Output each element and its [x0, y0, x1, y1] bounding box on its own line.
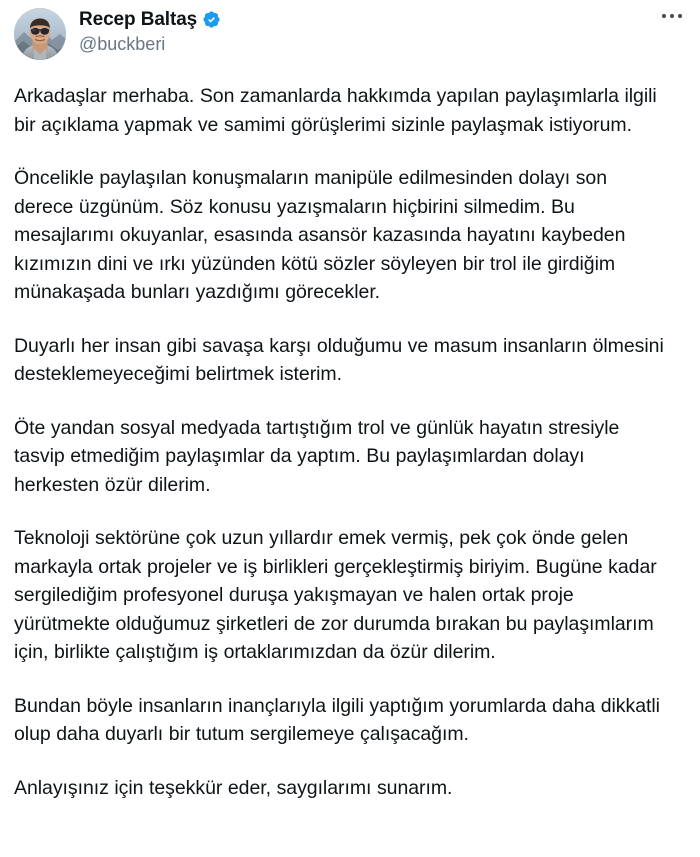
- more-dot: [678, 14, 682, 18]
- tweet-paragraph: Bundan böyle insanların inançlarıyla ilgili yaptığım yorumlarda daha dikkatli olup daha duyarlı bir tutum sergilemeye çalışacağım.: [14, 694, 660, 745]
- verified-badge-icon: [202, 10, 221, 29]
- tweet-header: [14, 8, 686, 62]
- tweet-paragraph: Öte yandan sosyal medyada tartıştığım trol ve günlük hayatın stresiyle tasvip etmediğim paylaşımlar da yaptım. Bu paylaşımlardan dolayı herkesten özür dilerim.: [14, 416, 620, 496]
- tweet-paragraph: Teknoloji sektörüne çok uzun yıllardır emek vermiş, pek çok önde gelen markayla ortak projeler ve iş birlikleri gerçekleştirmiş biriyim. Bugüne kadar sergilediğim profesyonel duruşa yakışmayan ve halen ortak proje yürütmekte olduğumuz şirketleri de zor durumda bırakan bu paylaşımlarım için, birlikte çalıştığım iş ortaklarımızdan da özür dilerim.: [14, 527, 657, 663]
- tweet-body: [14, 82, 668, 802]
- tweet-paragraph: Duyarlı her insan gibi savaşa karşı olduğumu ve masum insanların ölmesini desteklemeyeceğimi belirtmek isterim.: [14, 334, 664, 385]
- avatar[interactable]: [14, 8, 66, 60]
- more-options-icon[interactable]: [662, 14, 682, 18]
- identity-block: [79, 8, 221, 55]
- tweet-paragraph: Öncelikle paylaşılan konuşmaların manipüle edilmesinden dolayı son derece üzgünüm. Söz konusu yazışmaların hiçbirini silmedim. Bu mesajlarımı okuyanlar, esasında asansör kazasında hayatını kaybeden kızımızın dini ve ırkı yüzünden kötü sözler söyleyen bir trol ile girdiğim münakaşada bunları yazdığımı görecekler.: [14, 167, 626, 303]
- tweet-paragraph: Arkadaşlar merhaba. Son zamanlarda hakkımda yapılan paylaşımlarla ilgili bir açıklama yapmak ve samimi görüşlerimi sizinle paylaşmak istiyorum.: [14, 85, 657, 136]
- user-handle[interactable]: @buckberi: [79, 33, 166, 54]
- tweet-paragraph: Anlayışınız için teşekkür eder, saygılarımı sunarım.: [14, 776, 453, 799]
- more-dot: [670, 14, 674, 18]
- display-name[interactable]: Recep Baltaş: [79, 9, 198, 30]
- more-dot: [662, 14, 666, 18]
- name-row: [79, 9, 221, 31]
